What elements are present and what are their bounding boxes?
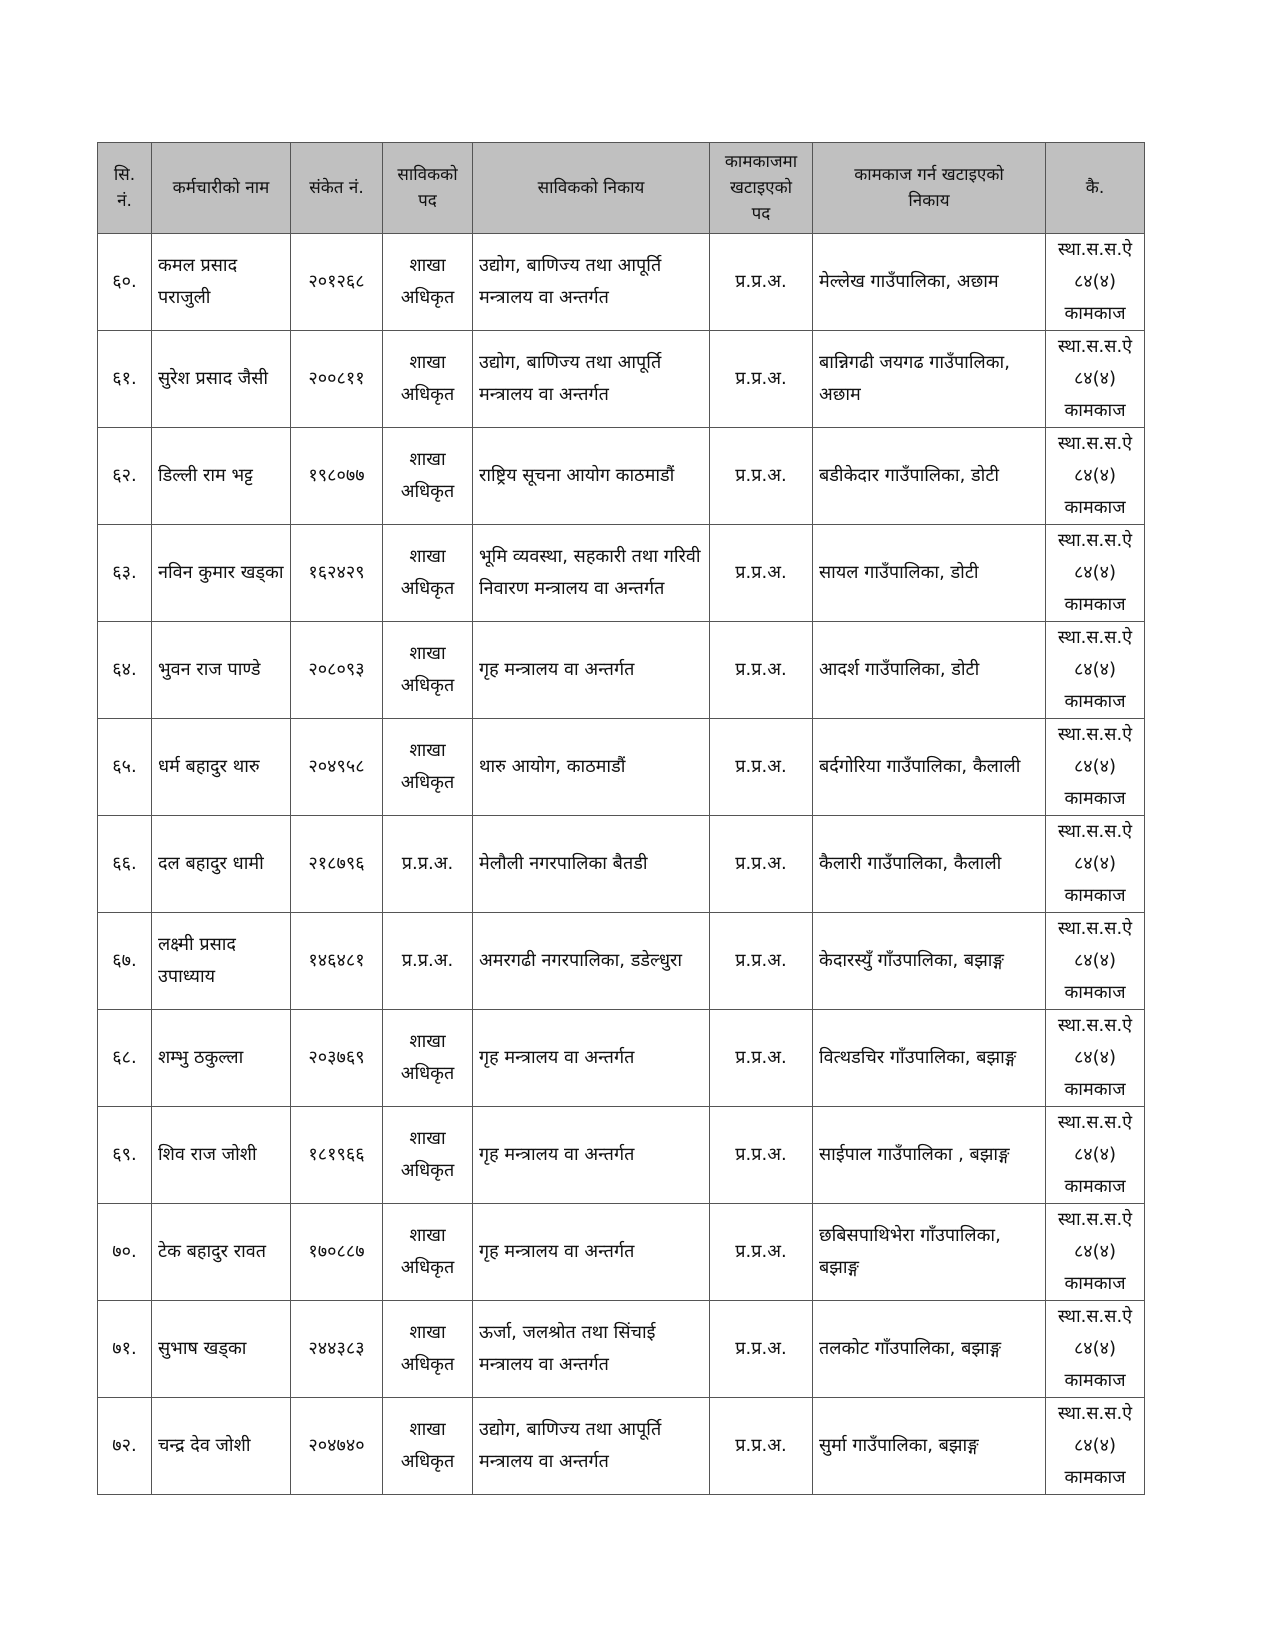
remarks-line: कामकाज bbox=[1064, 400, 1126, 421]
remarks-line: स्था.स.स.ऐ bbox=[1057, 530, 1133, 551]
assigned-office-cell: आदर्श गाउँपालिका, डोटी bbox=[813, 622, 1046, 719]
header-assigned-post: कामकाजमा खटाइएको पद bbox=[710, 143, 813, 234]
remarks-line: ८४(४) bbox=[1073, 756, 1117, 777]
previous-office-cell: गृह मन्त्रालय वा अन्तर्गत bbox=[473, 1010, 710, 1107]
previous-post-cell: प्र.प्र.अ. bbox=[383, 913, 473, 1010]
employee-deployment-table bbox=[97, 142, 1145, 1495]
code-number-cell: २०४९५८ bbox=[291, 719, 383, 816]
remarks-line: कामकाज bbox=[1064, 1370, 1126, 1391]
remarks-line: स्था.स.स.ऐ bbox=[1057, 1015, 1133, 1036]
remarks-line: स्था.स.स.ऐ bbox=[1057, 627, 1133, 648]
assigned-post-cell: प्र.प्र.अ. bbox=[710, 1204, 813, 1301]
code-number-cell: २४४३८३ bbox=[291, 1301, 383, 1398]
remarks-line: कामकाज bbox=[1064, 303, 1126, 324]
assigned-office-cell: सायल गाउँपालिका, डोटी bbox=[813, 525, 1046, 622]
previous-post-cell: शाखा अधिकृत bbox=[383, 1204, 473, 1301]
assigned-post-cell: प्र.प्र.अ. bbox=[710, 234, 813, 331]
previous-office-cell: गृह मन्त्रालय वा अन्तर्गत bbox=[473, 622, 710, 719]
remarks-cell bbox=[1046, 234, 1145, 331]
remarks-line: कामकाज bbox=[1064, 982, 1126, 1003]
remarks-line: ८४(४) bbox=[1073, 1338, 1117, 1359]
assigned-office-cell: छबिसपाथिभेरा गाँउपालिका, बझाङ्ग bbox=[813, 1204, 1046, 1301]
code-number-cell: १७०८८७ bbox=[291, 1204, 383, 1301]
assigned-post-cell: प्र.प्र.अ. bbox=[710, 719, 813, 816]
serial-number-cell: ७१. bbox=[98, 1301, 152, 1398]
serial-number-cell: ७०. bbox=[98, 1204, 152, 1301]
remarks-line: कामकाज bbox=[1064, 594, 1126, 615]
employee-name-cell: धर्म बहादुर थारु bbox=[152, 719, 291, 816]
serial-number-cell: ६८. bbox=[98, 1010, 152, 1107]
table-row bbox=[98, 1107, 1145, 1204]
previous-post-cell: शाखा अधिकृत bbox=[383, 1010, 473, 1107]
remarks-line: स्था.स.स.ऐ bbox=[1057, 1403, 1133, 1424]
previous-office-cell: उद्योग, बाणिज्य तथा आपूर्ति मन्त्रालय वा अन्तर्गत bbox=[473, 234, 710, 331]
serial-number-cell: ६४. bbox=[98, 622, 152, 719]
previous-office-cell: उद्योग, बाणिज्य तथा आपूर्ति मन्त्रालय वा अन्तर्गत bbox=[473, 331, 710, 428]
remarks-line: ८४(४) bbox=[1073, 853, 1117, 874]
previous-office-cell: राष्ट्रिय सूचना आयोग काठमाडौं bbox=[473, 428, 710, 525]
table-row bbox=[98, 622, 1145, 719]
header-assigned-office: कामकाज गर्न खटाइएको निकाय bbox=[813, 143, 1046, 234]
assigned-office-cell: कैलारी गाउँपालिका, कैलाली bbox=[813, 816, 1046, 913]
employee-name-cell: सुरेश प्रसाद जैसी bbox=[152, 331, 291, 428]
code-number-cell: १९८०७७ bbox=[291, 428, 383, 525]
assigned-office-cell: बर्दगोरिया गाउँपालिका, कैलाली bbox=[813, 719, 1046, 816]
header-row bbox=[98, 143, 1145, 234]
remarks-line: ८४(४) bbox=[1073, 1144, 1117, 1165]
table-body bbox=[98, 234, 1145, 1495]
serial-number-cell: ६५. bbox=[98, 719, 152, 816]
table-row bbox=[98, 428, 1145, 525]
assigned-post-cell: प्र.प्र.अ. bbox=[710, 913, 813, 1010]
assigned-office-cell: साईपाल गाउँपालिका , बझाङ्ग bbox=[813, 1107, 1046, 1204]
assigned-office-cell: तलकोट गाँउपालिका, बझाङ्ग bbox=[813, 1301, 1046, 1398]
code-number-cell: २००८११ bbox=[291, 331, 383, 428]
remarks-line: ८४(४) bbox=[1073, 659, 1117, 680]
assigned-office-cell: वित्थडचिर गाँउपालिका, बझाङ्ग bbox=[813, 1010, 1046, 1107]
serial-number-cell: ६०. bbox=[98, 234, 152, 331]
serial-number-cell: ६३. bbox=[98, 525, 152, 622]
remarks-cell bbox=[1046, 525, 1145, 622]
assigned-post-cell: प्र.प्र.अ. bbox=[710, 525, 813, 622]
previous-office-cell: गृह मन्त्रालय वा अन्तर्गत bbox=[473, 1107, 710, 1204]
assigned-post-cell: प्र.प्र.अ. bbox=[710, 331, 813, 428]
remarks-cell bbox=[1046, 622, 1145, 719]
employee-name-cell: भुवन राज पाण्डे bbox=[152, 622, 291, 719]
code-number-cell: १६२४२९ bbox=[291, 525, 383, 622]
table-row bbox=[98, 816, 1145, 913]
serial-number-cell: ६६. bbox=[98, 816, 152, 913]
serial-number-cell: ६९. bbox=[98, 1107, 152, 1204]
remarks-line: कामकाज bbox=[1064, 1079, 1126, 1100]
remarks-cell bbox=[1046, 1010, 1145, 1107]
remarks-line: कामकाज bbox=[1064, 885, 1126, 906]
code-number-cell: १८१९६६ bbox=[291, 1107, 383, 1204]
remarks-line: स्था.स.स.ऐ bbox=[1057, 1112, 1133, 1133]
previous-post-cell: शाखा अधिकृत bbox=[383, 622, 473, 719]
code-number-cell: १४६४८१ bbox=[291, 913, 383, 1010]
previous-post-cell: प्र.प्र.अ. bbox=[383, 816, 473, 913]
employee-name-cell: नविन कुमार खड्का bbox=[152, 525, 291, 622]
header-previous-office: साविकको निकाय bbox=[473, 143, 710, 234]
assigned-post-cell: प्र.प्र.अ. bbox=[710, 1107, 813, 1204]
table-row bbox=[98, 1398, 1145, 1495]
remarks-line: कामकाज bbox=[1064, 1176, 1126, 1197]
assigned-office-cell: बडीकेदार गाउँपालिका, डोटी bbox=[813, 428, 1046, 525]
remarks-cell bbox=[1046, 719, 1145, 816]
code-number-cell: २०४७४० bbox=[291, 1398, 383, 1495]
assigned-post-cell: प्र.प्र.अ. bbox=[710, 428, 813, 525]
remarks-line: स्था.स.स.ऐ bbox=[1057, 1306, 1133, 1327]
assigned-office-cell: बान्निगढी जयगढ गाउँपालिका, अछाम bbox=[813, 331, 1046, 428]
employee-name-cell: चन्द्र देव जोशी bbox=[152, 1398, 291, 1495]
remarks-cell bbox=[1046, 1204, 1145, 1301]
employee-name-cell: शिव राज जोशी bbox=[152, 1107, 291, 1204]
remarks-line: स्था.स.स.ऐ bbox=[1057, 433, 1133, 454]
assigned-office-cell: मेल्लेख गाउँपालिका, अछाम bbox=[813, 234, 1046, 331]
remarks-line: कामकाज bbox=[1064, 788, 1126, 809]
code-number-cell: २०१२६८ bbox=[291, 234, 383, 331]
assigned-post-cell: प्र.प्र.अ. bbox=[710, 1010, 813, 1107]
header-previous-post: साविकको पद bbox=[383, 143, 473, 234]
employee-name-cell: डिल्ली राम भट्ट bbox=[152, 428, 291, 525]
remarks-line: स्था.स.स.ऐ bbox=[1057, 918, 1133, 939]
table-row bbox=[98, 1301, 1145, 1398]
assigned-office-cell: सुर्मा गाउँपालिका, बझाङ्ग bbox=[813, 1398, 1046, 1495]
previous-post-cell: शाखा अधिकृत bbox=[383, 428, 473, 525]
assigned-office-cell: केदारस्युँ गाँउपालिका, बझाङ्ग bbox=[813, 913, 1046, 1010]
remarks-line: स्था.स.स.ऐ bbox=[1057, 336, 1133, 357]
previous-post-cell: शाखा अधिकृत bbox=[383, 719, 473, 816]
remarks-line: ८४(४) bbox=[1073, 950, 1117, 971]
remarks-line: ८४(४) bbox=[1073, 271, 1117, 292]
remarks-line: कामकाज bbox=[1064, 1273, 1126, 1294]
previous-post-cell: शाखा अधिकृत bbox=[383, 1107, 473, 1204]
remarks-cell bbox=[1046, 1107, 1145, 1204]
remarks-cell bbox=[1046, 1398, 1145, 1495]
table-row bbox=[98, 234, 1145, 331]
previous-post-cell: शाखा अधिकृत bbox=[383, 331, 473, 428]
remarks-line: स्था.स.स.ऐ bbox=[1057, 1209, 1133, 1230]
previous-office-cell: भूमि व्यवस्था, सहकारी तथा गरिवी निवारण मन्त्रालय वा अन्तर्गत bbox=[473, 525, 710, 622]
serial-number-cell: ७२. bbox=[98, 1398, 152, 1495]
remarks-line: ८४(४) bbox=[1073, 1241, 1117, 1262]
code-number-cell: २०८०९३ bbox=[291, 622, 383, 719]
previous-office-cell: थारु आयोग, काठमाडौं bbox=[473, 719, 710, 816]
remarks-line: कामकाज bbox=[1064, 497, 1126, 518]
employee-name-cell: सुभाष खड्का bbox=[152, 1301, 291, 1398]
remarks-line: ८४(४) bbox=[1073, 1047, 1117, 1068]
table-row bbox=[98, 719, 1145, 816]
previous-office-cell: अमरगढी नगरपालिका, डडेल्धुरा bbox=[473, 913, 710, 1010]
previous-post-cell: शाखा अधिकृत bbox=[383, 234, 473, 331]
remarks-line: कामकाज bbox=[1064, 691, 1126, 712]
previous-office-cell: उद्योग, बाणिज्य तथा आपूर्ति मन्त्रालय वा अन्तर्गत bbox=[473, 1398, 710, 1495]
assigned-post-cell: प्र.प्र.अ. bbox=[710, 1301, 813, 1398]
serial-number-cell: ६१. bbox=[98, 331, 152, 428]
header-employee-name: कर्मचारीको नाम bbox=[152, 143, 291, 234]
employee-name-cell: दल बहादुर धामी bbox=[152, 816, 291, 913]
previous-office-cell: ऊर्जा, जलश्रोत तथा सिंचाई मन्त्रालय वा अन्तर्गत bbox=[473, 1301, 710, 1398]
assigned-post-cell: प्र.प्र.अ. bbox=[710, 816, 813, 913]
employee-name-cell: कमल प्रसाद पराजुली bbox=[152, 234, 291, 331]
remarks-line: स्था.स.स.ऐ bbox=[1057, 724, 1133, 745]
code-number-cell: २०३७६९ bbox=[291, 1010, 383, 1107]
serial-number-cell: ६२. bbox=[98, 428, 152, 525]
remarks-line: स्था.स.स.ऐ bbox=[1057, 821, 1133, 842]
remarks-cell bbox=[1046, 913, 1145, 1010]
remarks-line: कामकाज bbox=[1064, 1467, 1126, 1488]
remarks-line: ८४(४) bbox=[1073, 368, 1117, 389]
assigned-post-cell: प्र.प्र.अ. bbox=[710, 622, 813, 719]
previous-post-cell: शाखा अधिकृत bbox=[383, 1398, 473, 1495]
remarks-line: स्था.स.स.ऐ bbox=[1057, 239, 1133, 260]
assigned-post-cell: प्र.प्र.अ. bbox=[710, 1398, 813, 1495]
table-row bbox=[98, 331, 1145, 428]
remarks-line: ८४(४) bbox=[1073, 562, 1117, 583]
remarks-cell bbox=[1046, 331, 1145, 428]
table-row bbox=[98, 913, 1145, 1010]
remarks-cell bbox=[1046, 428, 1145, 525]
header-serial-number: सि. नं. bbox=[98, 143, 152, 234]
code-number-cell: २१८७९६ bbox=[291, 816, 383, 913]
remarks-line: ८४(४) bbox=[1073, 465, 1117, 486]
remarks-line: ८४(४) bbox=[1073, 1435, 1117, 1456]
employee-name-cell: शम्भु ठकुल्ला bbox=[152, 1010, 291, 1107]
table-row bbox=[98, 1010, 1145, 1107]
previous-office-cell: मेलौली नगरपालिका बैतडी bbox=[473, 816, 710, 913]
serial-number-cell: ६७. bbox=[98, 913, 152, 1010]
remarks-cell bbox=[1046, 1301, 1145, 1398]
header-code-number: संकेत नं. bbox=[291, 143, 383, 234]
previous-post-cell: शाखा अधिकृत bbox=[383, 1301, 473, 1398]
employee-name-cell: लक्ष्मी प्रसाद उपाध्याय bbox=[152, 913, 291, 1010]
table-row bbox=[98, 525, 1145, 622]
previous-post-cell: शाखा अधिकृत bbox=[383, 525, 473, 622]
header-remarks: कै. bbox=[1046, 143, 1145, 234]
table-row bbox=[98, 1204, 1145, 1301]
employee-name-cell: टेक बहादुर रावत bbox=[152, 1204, 291, 1301]
remarks-cell bbox=[1046, 816, 1145, 913]
previous-office-cell: गृह मन्त्रालय वा अन्तर्गत bbox=[473, 1204, 710, 1301]
